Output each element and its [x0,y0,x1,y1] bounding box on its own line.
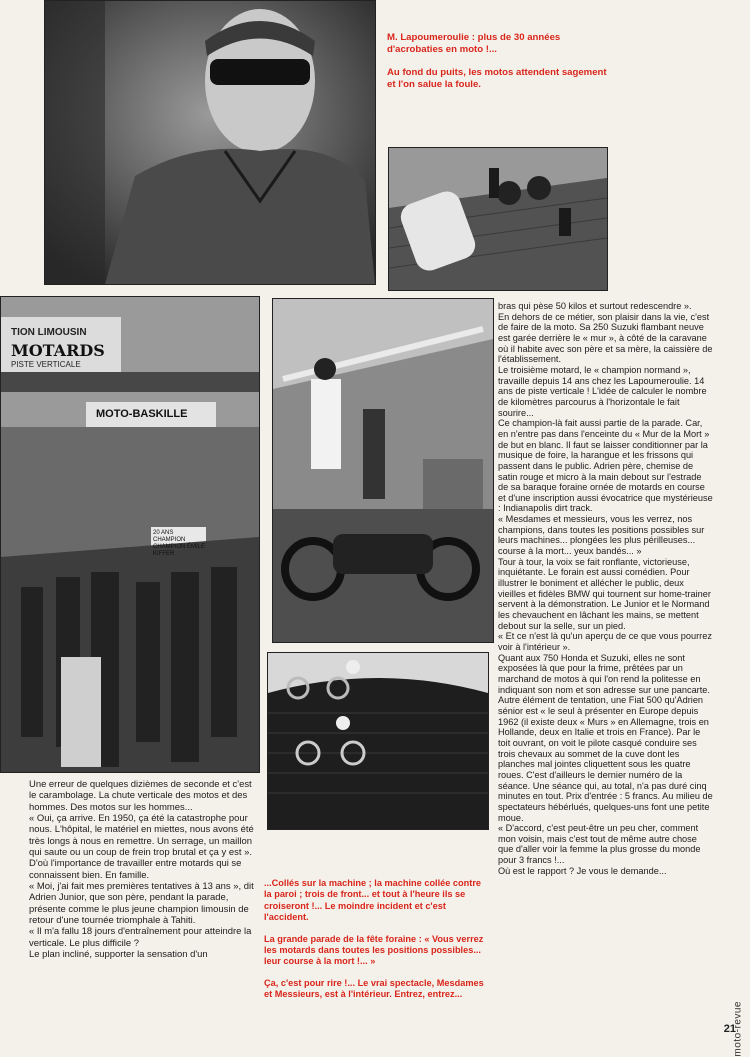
right-paragraph: Où est le rapport ? Je vous le demande... [498,865,667,876]
sign-board: MOTO-BASKILLE [96,408,188,420]
caption-top-right [387,32,607,102]
sign-top: TION LIMOUSIN [11,327,87,338]
left-paragraph: Une erreur de quelques dizièmes de seconde et c'est le carambolage. La chute verticale des motos et des hommes. Des motos sur les hommes... [29,779,252,813]
right-paragraph: « Et ce n'est là qu'un aperçu de ce que vous pourrez voir à l'intérieur ». [498,631,712,652]
left-paragraph: Le plan incliné, supporter la sensation d'un [29,949,208,961]
sign-small: 20 ANS CHAMPION CHAMPION ÉMILE KIFFER [153,530,206,557]
right-paragraph: En dehors de ce métier, son plaisir dans la vie, c'est de faire de la moto. Sa 250 Suzuki flambant neuve est garée derrière le « mur », à côté de la caravane où il habite avec son père et sa mère, la caissière de l'établissement. [498,311,713,365]
pit-photo [388,147,608,291]
right-paragraph: bras qui pèse 50 kilos et surtout redescendre ». [498,301,692,311]
right-column [498,301,713,876]
right-paragraph: Quant aux 750 Honda et Suzuki, elles ne sont exposées là que pour la frime, prêtées par un marchand de motos à qui l'on rend la politesse en indiquant son nom et son adresse sur une pancarte. [498,652,710,695]
left-paragraph: D'où l'importance de travailler entre motards qui se connaissent bien. En famille. [29,858,242,881]
caption-bottom-center [264,878,486,1012]
left-paragraph: « Oui, ça arrive. En 1950, ça été la catastrophe pour nous. L'hôpital, le matériel en miettes, nous avons été très longs à nous en remettre. Un serrage, un maillon qui saute ou un coup de frein trop brutal et ça y est ». [29,813,254,859]
sign-piste: PISTE VERTICALE [11,360,81,369]
caption-parade: La grande parade de la fête foraine : « Vous verrez les motards dans toutes les positions possibles... leur course à la mort !... » [264,933,484,967]
left-paragraph: « Il m'a fallu 18 jours d'entraînement pour atteindre la verticale. Le plus difficile ? [29,926,252,949]
caption-pit: Au fond du puits, les motos attendent sagement et l'on salue la foule. [387,67,607,90]
caption-fairground: Ça, c'est pour rire !... Le vrai spectacle, Mesdames et Messieurs, est à l'intérieur. Entrez, entrez... [264,977,484,1000]
right-paragraph: « D'accord, c'est peut-être un peu cher, comment mon voisin, mais c'est tout de même autre chose que d'aller voir la femme la plus grosse du monde pour 3 francs !... [498,823,701,866]
right-paragraph: Ce champion-là fait aussi partie de la parade. Car, en n'entre pas dans l'enceinte du « Mur de la Mort » de but en blanc. Il faut se laisser conditionner par la musique de foire, la harangue et les frissons qui passent dans le public. Adrien père, chemise de satin rouge et micro à la main debout sur l'estrade de sa baraque foraine ornée de motards en course et d'une inscription aussi évocatrice que mystérieuse : Indianapolis dirt track. [498,418,713,514]
caption-wall: ...Collés sur la machine ; la machine collée contre la paroi ; trois de front... et tout à l'heure ils se croiseront !... Le moindre incident et c'est l'accident. [264,878,482,923]
wall-photo [267,652,489,830]
magazine-name: moto-revue [733,1001,744,1057]
sign-motards: MOTARDS [11,341,105,360]
right-paragraph: Tour à tour, la voix se fait ronflante, victorieuse, inquiétante. Le forain est aussi comédien. Pour illustrer le boniment et allécher le public, deux vieilles et fidèles BMW qui tournent sur home-trainer servent à la démonstration. Le Junior et le Normand les chevauchent en lâchant les mains, se mettent debout sur la selle, sur un pied. [498,556,711,631]
left-column [29,779,257,961]
left-paragraph: « Moi, j'ai fait mes premières tentatives à 13 ans », dit Adrien Junior, que son père, pendant la parade, présente comme le plus jeune champion limousin de retour d'une tournée triomphale à Tahiti. [29,881,254,927]
right-paragraph: Le troisième motard, le « champion normand », travaille depuis 14 ans chez les Lapoumeroulie. 14 ans de piste verticale ! L'idée de calculer le nombre de kilomètres parcourus à l'horizontale le fait sourire... [498,364,707,418]
right-paragraph: « Mesdames et messieurs, vous les verrez, nos champions, dans toutes les positions possibles sur leurs machines... plongées les plus périlleuses... course à la mort... yeux bandés... » [498,514,705,557]
page-number: 21 [723,1023,736,1035]
caption-portrait: M. Lapoumeroulie : plus de 30 années d'acrobaties en moto !... [387,32,561,55]
right-paragraph: Autre élément de tentation, une Fiat 500 qu'Adrien sénior est « le seul à présenter en Europe depuis 1962 (il existe deux « Murs » en Allemagne, trois en Hollande, deux en Italie et trois en France). Par le toit ouvrant, on voit le pilote casqué conduire ses trois chevaux au sommet de la cuve dont les planches mal jointes cliquettent sous les quatre roues. C'est d'ailleurs le dernier numéro de la séance. Une séance qui, au total, n'a pas duré cinq minutes en tout. Prix d'entrée : 5 francs. Au milieu de spectateurs hébérlués, quelques-uns font une petite moue. [498,695,713,823]
portrait-photo [44,0,376,285]
fairground-photo [0,296,260,773]
parade-photo [272,298,494,643]
